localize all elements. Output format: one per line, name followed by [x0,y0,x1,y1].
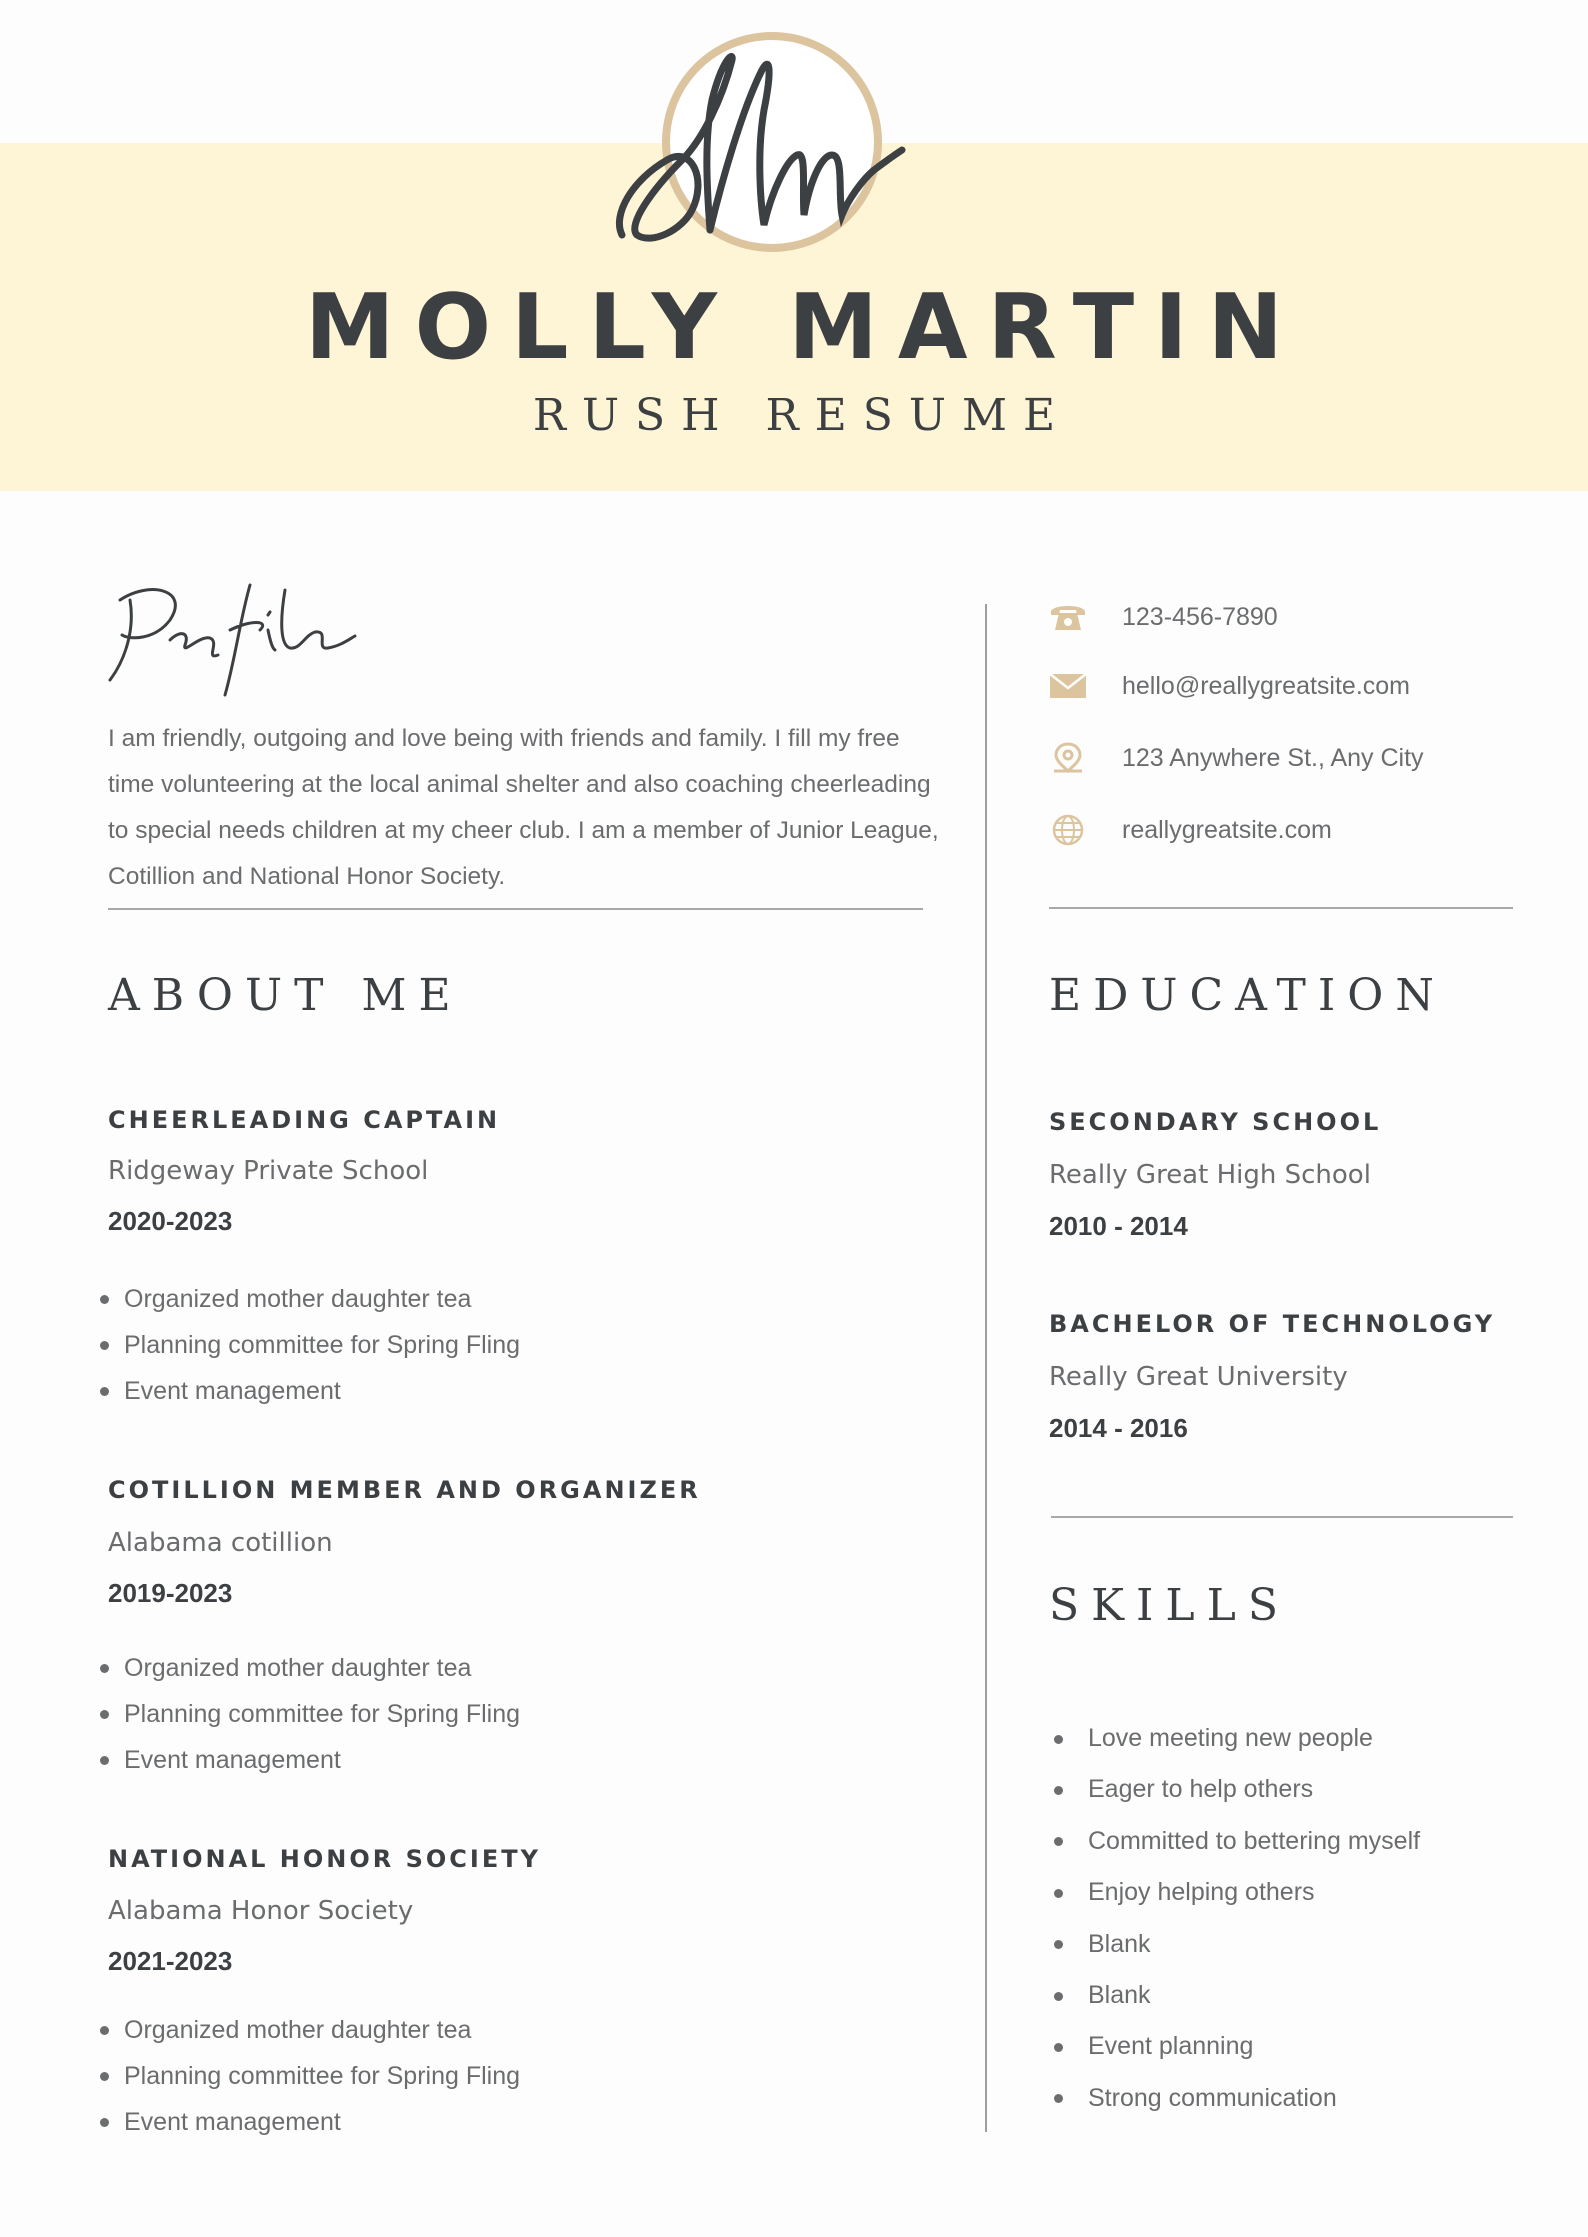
list-item: Organized mother daughter tea [100,2007,520,2053]
mail-icon [1048,669,1088,703]
list-item: Event management [100,2099,520,2145]
about-heading: ABOUT ME [108,970,463,1021]
list-item: Enjoy helping others [1054,1867,1420,1918]
list-item: Planning committee for Spring Fling [100,1691,520,1737]
education-entry-title: SECONDARY SCHOOL [1049,1108,1382,1136]
education-entry-school: Really Great High School [1049,1160,1371,1190]
contact-phone [1048,592,1568,642]
education-heading: EDUCATION [1049,970,1446,1021]
website-text[interactable]: reallygreatsite.com [1122,816,1332,844]
education-entry-title: BACHELOR OF TECHNOLOGY [1049,1310,1496,1338]
monogram-logo [612,30,912,260]
about-entry-years: 2020-2023 [108,1206,233,1236]
column-divider [985,604,987,2132]
list-item: Strong communication [1054,2073,1420,2124]
address-text: 123 Anywhere St., Any City [1122,744,1424,772]
list-item: Event management [100,1737,520,1783]
email-text[interactable]: hello@reallygreatsite.com [1122,672,1411,700]
education-entry-school: Really Great University [1049,1362,1348,1392]
contact-divider [1049,907,1513,909]
about-entry-title: COTILLION MEMBER AND ORGANIZER [108,1476,701,1504]
about-entry-title: CHEERLEADING CAPTAIN [108,1106,501,1134]
about-entry-bullets [100,1276,520,1414]
skills-list [1054,1713,1420,2124]
about-entry-org: Alabama cotillion [108,1528,333,1558]
education-entry-years: 2014 - 2016 [1049,1413,1188,1443]
about-entry-years: 2019-2023 [108,1578,233,1608]
contact-website [1048,805,1568,855]
list-item: Love meeting new people [1054,1713,1420,1764]
list-item: Eager to help others [1054,1764,1420,1815]
phone-icon [1048,600,1088,634]
about-entry-bullets [100,1645,520,1783]
education-divider [1051,1516,1513,1518]
list-item: Organized mother daughter tea [100,1276,520,1322]
location-icon [1048,741,1088,775]
contact-email [1048,661,1568,711]
contact-address [1048,733,1568,783]
list-item: Blank [1054,1970,1420,2021]
resume-subtitle: RUSH RESUME [532,390,1072,441]
list-item: Event planning [1054,2021,1420,2072]
about-entry-bullets [100,2007,520,2145]
about-entry-title: NATIONAL HONOR SOCIETY [108,1845,541,1873]
list-item: Planning committee for Spring Fling [100,1322,520,1368]
list-item: Blank [1054,1919,1420,1970]
about-entry-org: Ridgeway Private School [108,1156,429,1186]
about-entry-years: 2021-2023 [108,1946,233,1976]
list-item: Committed to bettering myself [1054,1816,1420,1867]
skills-heading: SKILLS [1049,1580,1290,1631]
phone-text[interactable]: 123-456-7890 [1122,603,1278,631]
profile-heading-script [100,560,360,700]
education-entry-years: 2010 - 2014 [1049,1211,1188,1241]
globe-icon [1048,813,1088,847]
profile-text: I am friendly, outgoing and love being with friends and family. I fill my free time volunteering at the local animal shelter and also coaching cheerleading to special needs children at my cheer club. I am a member of Junior League, Cotillion and National Honor Society. [108,725,939,890]
list-item: Event management [100,1368,520,1414]
profile-divider [108,908,923,910]
list-item: Planning committee for Spring Fling [100,2053,520,2099]
list-item: Organized mother daughter tea [100,1645,520,1691]
about-entry-org: Alabama Honor Society [108,1896,414,1926]
candidate-name: MOLLY MARTIN [305,275,1303,380]
